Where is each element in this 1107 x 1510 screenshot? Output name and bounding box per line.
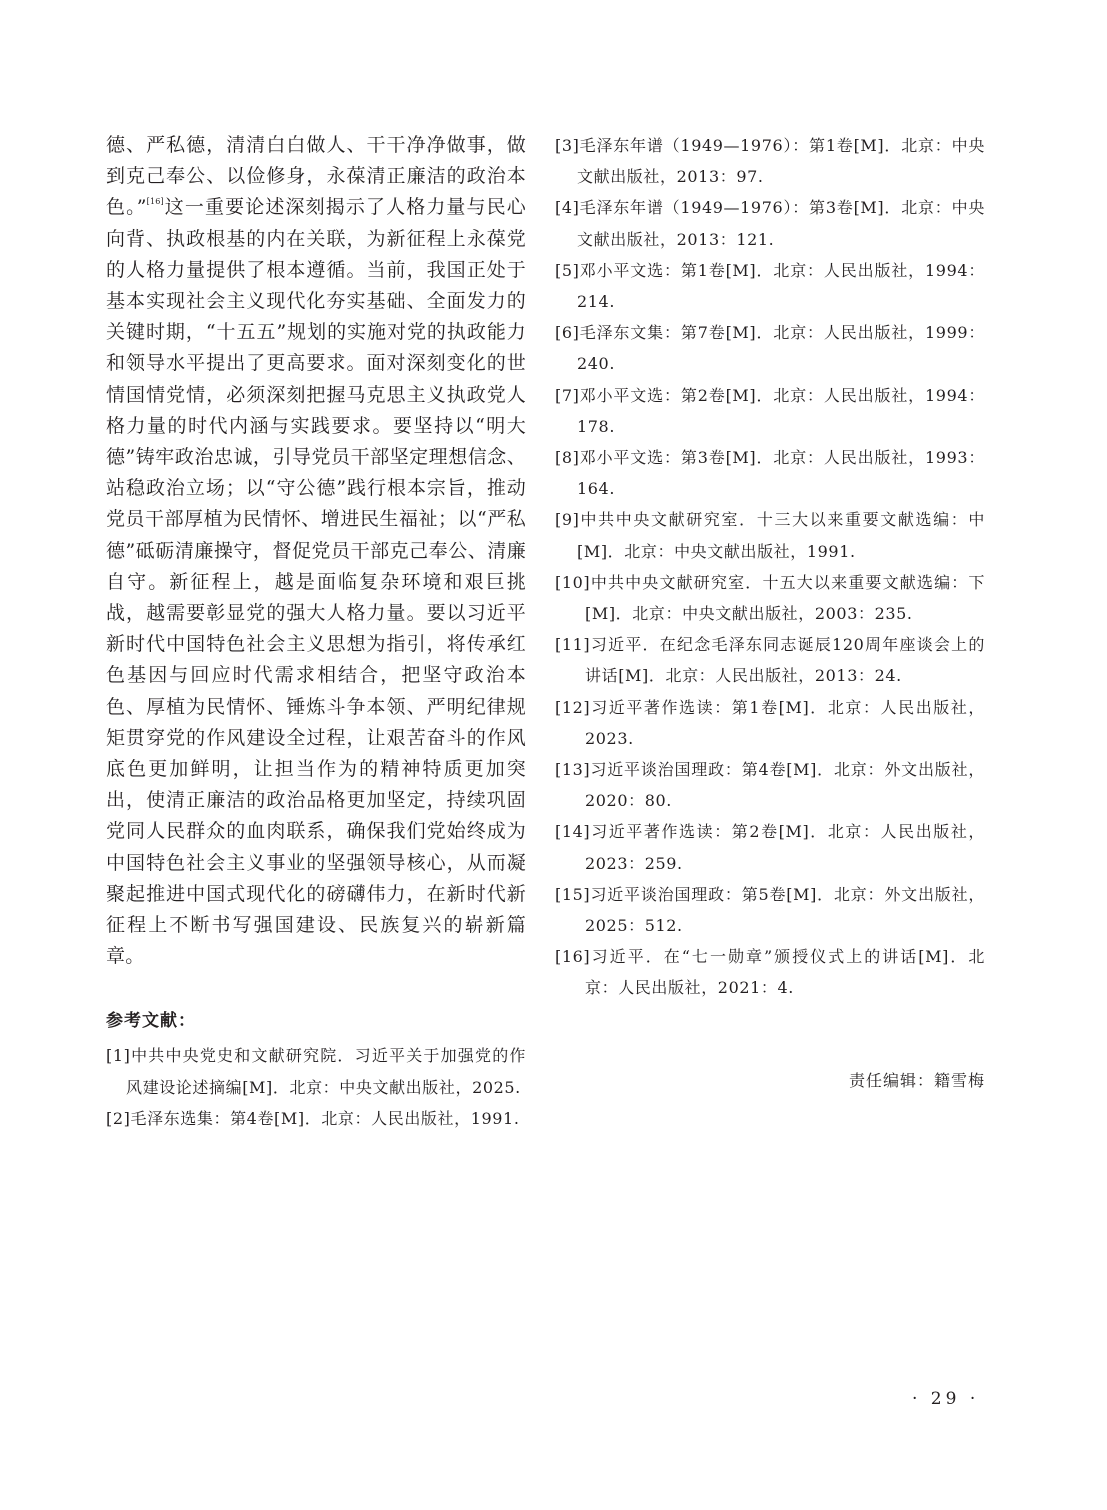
reference-item (555, 629, 985, 691)
reference-item (555, 442, 985, 504)
reference-number: [1] (106, 1046, 131, 1066)
reference-number: [12] (555, 697, 591, 717)
reference-item (555, 692, 985, 754)
reference-item (555, 504, 985, 566)
reference-number: [4] (555, 198, 580, 218)
reference-item (555, 192, 985, 254)
reference-number: [10] (555, 572, 591, 592)
reference-text: 习近平．在纪念毛泽东同志诞辰120周年座谈会上的讲话[M]．北京：人民出版社，2013：24. (585, 635, 985, 686)
reference-text: 习近平谈治国理政：第4卷[M]．北京：外文出版社，2020：80. (585, 760, 985, 811)
reference-item (555, 255, 985, 317)
reference-text: 邓小平文选：第3卷[M]．北京：人民出版社，1993：164. (577, 448, 985, 499)
reference-item (555, 879, 985, 941)
reference-number: [7] (555, 385, 580, 405)
reference-text: 习近平．在“七一勋章”颁授仪式上的讲话[M]．北京：人民出版社，2021：4. (585, 947, 985, 998)
reference-text: 中共中央文献研究室．十五大以来重要文献选编：下[M]．北京：中央文献出版社，2003：235. (585, 572, 985, 624)
body-text-part-1: 德、严私德，清清白白做人、干干净净做事，做到克己奉公、以俭修身，永葆清正廉洁的政治本色。” (106, 134, 526, 219)
reference-item (555, 317, 985, 379)
reference-text: 毛泽东年谱（1949—1976）：第3卷[M]．北京：中央文献出版社，2013：121. (577, 198, 985, 249)
references-heading: 参考文献： (106, 1011, 196, 1032)
reference-number: [8] (555, 448, 580, 468)
reference-item (555, 941, 985, 1003)
reference-text: 中共中央党史和文献研究院．习近平关于加强党的作风建设论述摘编[M]．北京：中央文献出版社，2025. (126, 1046, 526, 1097)
reference-text: 毛泽东年谱（1949—1976）：第1卷[M]．北京：中央文献出版社，2013：97. (577, 136, 985, 187)
reference-text: 习近平谈治国理政：第5卷[M]．北京：外文出版社，2025：512. (585, 884, 985, 936)
reference-text: 毛泽东选集：第4卷[M]．北京：人民出版社，1991. (130, 1108, 520, 1128)
reference-text: 中共中央文献研究室．十三大以来重要文献选编：中[M]．北京：中央文献出版社，1991. (577, 510, 985, 561)
reference-item (555, 816, 985, 878)
reference-item (555, 567, 985, 629)
citation-mark: [16] (146, 197, 164, 207)
reference-number: [11] (555, 635, 591, 655)
reference-text: 邓小平文选：第2卷[M]．北京：人民出版社，1994：178. (577, 385, 985, 436)
reference-number: [14] (555, 822, 591, 842)
reference-text: 毛泽东文集：第7卷[M]．北京：人民出版社，1999：240. (577, 323, 985, 374)
reference-item (106, 1040, 526, 1102)
reference-number: [2] (106, 1108, 131, 1128)
reference-item (555, 130, 985, 192)
reference-number: [15] (555, 884, 591, 904)
page-number: · 29 · (912, 1389, 980, 1409)
body-text-part-2: 这一重要论述深刻揭示了人格力量与民心向背、执政根基的内在关联，为新征程上永葆党的人格力量提供了根本遵循。当前，我国正处于基本实现社会主义现代化夯实基础、全面发力的关键时期，“十五五”规划的实施对党的执政能力和领导水平提出了更高要求。面对深刻变化的世情国情党情，必须深刻把握马克思主义执政党人格力量的时代内涵与实践要求。要坚持以“明大德”铸牢政治忠诚，引导党员干部坚定理想信念、站稳政治立场；以“守公德”践行根本宗旨，推动党员干部厚植为民情怀、增进民生福祉；以“严私德”砥砺清廉操守，督促党员干部克己奉公、清廉自守。新征程上，越是面临复杂环境和艰巨挑战，越需要彰显党的强大人格力量。要以习近平新时代中国特色社会主义思想为指引，将传承红色基因与回应时代需求相结合，把坚守政治本色、厚植为民情怀、锤炼斗争本领、严明纪律规矩贯穿党的作风建设全过程，让艰苦奋斗的作风底色更加鲜明，让担当作为的精神特质更加突出，使清正廉洁的政治品格更加坚定，持续巩固党同人民群众的血肉联系，确保我们党始终成为中国特色社会主义事业的坚强领导核心，从而凝聚起推进中国式现代化的磅礴伟力，在新时代新征程上不断书写强国建设、民族复兴的崭新篇章。 (106, 196, 526, 968)
reference-number: [3] (555, 136, 580, 155)
reference-item (106, 1103, 526, 1134)
reference-number: [5] (555, 260, 580, 280)
reference-item (555, 754, 985, 816)
body-paragraph (106, 130, 526, 972)
reference-text: 习近平著作选读：第2卷[M]．北京：人民出版社，2023：259. (585, 822, 985, 873)
left-column (106, 130, 526, 1134)
editor-credit: 责任编辑：籍雪梅 (848, 1071, 985, 1090)
reference-number: [16] (555, 947, 591, 967)
reference-text: 邓小平文选：第1卷[M]．北京：人民出版社，1994：214. (577, 260, 985, 312)
reference-text: 习近平著作选读：第1卷[M]．北京：人民出版社，2023. (585, 697, 985, 748)
right-column (555, 130, 985, 1004)
references-list-left (106, 1040, 526, 1134)
references-list-right (555, 130, 985, 1004)
reference-number: [9] (555, 510, 580, 530)
reference-number: [13] (555, 760, 591, 780)
reference-item (555, 380, 985, 442)
reference-number: [6] (555, 323, 580, 343)
